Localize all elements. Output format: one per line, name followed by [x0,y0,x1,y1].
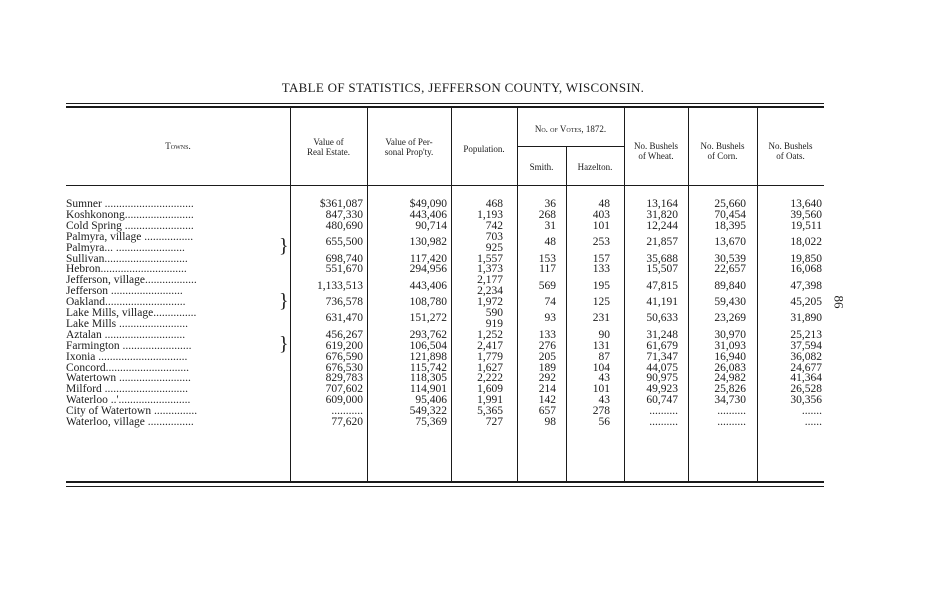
cell-pop: 2,222 [477,372,503,385]
cell-wheat: 47,815 [646,279,678,292]
top-double-rule-b [66,106,824,108]
cell-pers: $49,090 [409,198,447,210]
town-name: Palmyra, village ................. [66,230,194,243]
cell-pop: 919 [485,317,503,330]
cell-hazel: 48 [598,198,610,210]
cell-smith: 657 [538,405,556,418]
cell-hazel: 104 [592,361,610,374]
cell-real: 77,620 [331,416,363,428]
cell-oats: 19,850 [790,252,822,265]
cell-pers: 115,742 [410,361,447,374]
cell-smith: 205 [538,350,556,363]
cell-wheat: 21,857 [646,236,678,249]
town-name: Aztalan ............................ [66,328,186,341]
cell-smith: 292 [538,372,556,385]
cell-pop: 1,779 [477,350,503,363]
cell-wheat: 12,244 [646,219,678,232]
cell-oats: 36,082 [790,350,822,363]
cell-pers: 95,406 [415,394,447,407]
cell-corn: 59,430 [714,296,746,309]
cell-pers: 549,322 [409,405,447,418]
bottom-double-rule-b [66,486,824,487]
page-title: TABLE OF STATISTICS, JEFFERSON COUNTY, WISCONSIN. [281,80,645,95]
cell-pop: 925 [485,241,503,254]
cell-oats: 19,511 [790,219,822,232]
cell-hazel: 125 [592,296,610,309]
col-sep-2 [367,108,368,481]
cell-real: 676,530 [325,361,363,374]
cell-wheat: 60,747 [646,394,678,407]
town-name: City of Watertown ............... [66,405,198,418]
cell-pop: 742 [485,219,503,232]
cell-pers: 151,272 [409,312,447,325]
header-oats: No. Bushels of Oats. [768,141,813,161]
cell-corn: .......... [717,405,746,418]
cell-wheat: 41,191 [646,296,678,309]
town-name: Waterloo ..'......................... [66,394,191,407]
cell-hazel: 133 [592,263,610,276]
cell-real: 707,602 [325,383,363,396]
header-wheat: No. Bushels of Wheat. [633,141,678,161]
cell-wheat: 50,633 [646,312,678,325]
cell-wheat: 71,347 [646,350,678,363]
cell-smith: 214 [538,383,556,396]
col-sep-3 [451,108,452,481]
town-name: Sumner ............................... [66,198,194,210]
cell-pop: 468 [485,198,503,210]
cell-smith: 268 [538,208,556,221]
cell-smith: 153 [538,252,556,265]
cell-pop: 1,373 [477,263,503,276]
cell-hazel: 157 [592,252,610,265]
cell-wheat: 15,507 [646,263,678,276]
cell-pers: 108,780 [409,296,447,309]
cell-real: 619,200 [325,339,363,352]
cell-hazel: 278 [592,405,610,418]
cell-real: 698,740 [325,252,363,265]
cell-smith: 276 [538,339,556,352]
cell-hazel: 101 [592,383,610,396]
cell-hazel: 43 [598,372,610,385]
cell-wheat: .......... [649,405,678,418]
cell-corn: 18,395 [714,219,746,232]
cell-smith: 98 [544,416,556,428]
cell-smith: 48 [544,236,556,249]
cell-oats: ...... [804,416,822,428]
cell-wheat: 13,164 [646,198,678,210]
cell-corn: 24,982 [714,372,746,385]
cell-smith: 74 [544,296,556,309]
cell-smith: 36 [544,198,556,210]
header-votes-1872: No. of Votes, 1872. [534,124,607,134]
brace-jefferson: } [279,290,289,312]
cell-wheat: 61,679 [646,339,678,352]
cell-pop: 590 [485,307,503,319]
brace-lake-mills: } [279,333,289,355]
cell-smith: 133 [538,328,556,341]
cell-oats: 39,560 [790,208,822,221]
cell-corn: 22,657 [714,263,746,276]
town-name: Milford ............................. [66,383,189,396]
cell-real: 1,133,513 [317,279,363,292]
cell-pop: 1,972 [477,296,503,309]
cell-wheat: 90,975 [646,372,678,385]
cell-oats: 25,213 [790,328,822,341]
cell-corn: 34,730 [714,394,746,407]
town-name: Waterloo, village ................ [66,416,194,428]
cell-hazel: 403 [592,208,610,221]
votes-subheader-rule [517,146,624,147]
cell-oats: 13,640 [790,198,822,210]
cell-smith: 93 [544,312,556,325]
brace-palmyra: } [279,235,289,257]
cell-oats: 41,364 [790,372,822,385]
cell-pers: 294,956 [409,263,447,276]
col-sep-5 [566,146,567,481]
cell-pers: 106,504 [409,339,447,352]
cell-real: 676,590 [325,350,363,363]
cell-oats: 45,205 [790,296,822,309]
cell-pers: 75,369 [415,416,447,428]
town-name: Lake Mills ........................ [66,317,189,330]
cell-hazel: 43 [598,394,610,407]
town-name: Palmyra... ........................ [66,241,185,254]
cell-hazel: 56 [598,416,610,428]
cell-real: 829,783 [325,372,363,385]
cell-corn: 25,660 [714,198,746,210]
cell-oats: 37,594 [790,339,822,352]
cell-pers: 118,305 [410,372,447,385]
cell-hazel: 195 [592,279,610,292]
cell-corn: 26,083 [714,361,746,374]
header-hazelton: Hazelton. [577,162,613,172]
cell-real: 736,578 [325,296,363,309]
cell-real: ........... [331,405,363,418]
cell-pers: 443,406 [409,279,447,292]
cell-corn: 30,539 [714,252,746,265]
header-smith: Smith. [529,162,554,172]
cell-real: 847,330 [325,208,363,221]
cell-oats: 18,022 [790,236,822,249]
cell-corn: 23,269 [714,312,746,325]
cell-corn: 31,093 [714,339,746,352]
cell-real: 655,500 [325,236,363,249]
header-population: Population. [463,144,505,154]
page-number: 86 [831,295,847,309]
cell-oats: 24,677 [790,361,822,374]
cell-pop: 2,177 [477,274,503,287]
town-name: Lake Mills, village............... [66,307,197,319]
cell-corn: 16,940 [714,350,746,363]
cell-pers: 90,714 [415,219,447,232]
town-name: Concord............................. [66,361,189,374]
cell-pers: 293,762 [409,328,447,341]
town-name: Watertown ......................... [66,372,191,385]
cell-pop: 1,193 [477,208,503,221]
cell-smith: 31 [544,219,556,232]
cell-wheat: 31,248 [646,328,678,341]
top-double-rule-a [66,103,824,104]
town-name: Ixonia ............................... [66,350,188,363]
cell-pop: 5,365 [477,405,503,418]
cell-hazel: 87 [598,350,610,363]
cell-pop: 2,417 [477,339,503,352]
cell-corn: .......... [717,416,746,428]
header-bottom-rule [66,185,824,186]
cell-real: 551,670 [325,263,363,276]
cell-hazel: 90 [598,328,610,341]
cell-wheat: 35,688 [646,252,678,265]
cell-smith: 189 [538,361,556,374]
cell-wheat: 44,075 [646,361,678,374]
town-name: Sullivan............................. [66,252,188,265]
cell-oats: 16,068 [790,263,822,276]
col-sep-7 [688,108,689,481]
town-name: Hebron.............................. [66,263,187,276]
town-name: Jefferson ......................... [66,285,183,298]
town-name: Farmington ........................ [66,339,192,352]
cell-wheat: 49,923 [646,383,678,396]
cell-oats: 26,528 [790,383,822,396]
cell-real: 480,690 [325,219,363,232]
bottom-double-rule-a [66,481,824,483]
cell-real: 609,000 [325,394,363,407]
cell-oats: 47,398 [790,279,822,292]
cell-oats: 30,356 [790,394,822,407]
col-sep-1 [290,108,291,481]
cell-corn: 89,840 [714,279,746,292]
cell-corn: 70,454 [714,208,746,221]
cell-pop: 727 [485,416,503,428]
cell-hazel: 231 [592,312,610,325]
cell-real: $361,087 [319,198,363,210]
cell-hazel: 101 [592,219,610,232]
cell-pop: 1,627 [477,361,503,374]
cell-pers: 130,982 [409,236,447,249]
cell-real: 631,470 [325,312,363,325]
cell-pop: 2,234 [477,285,503,298]
header-corn: No. Bushels of Corn. [700,141,745,161]
cell-pop: 1,991 [477,394,503,407]
header-personal-property: Value of Per- sonal Prop'ty. [384,137,434,157]
cell-smith: 142 [538,394,556,407]
town-name: Oakland............................ [66,296,186,309]
col-sep-6 [624,108,625,481]
cell-oats: ....... [801,405,822,418]
cell-pers: 121,898 [409,350,447,363]
cell-real: 456,267 [325,328,363,341]
town-name: Koshkonong........................ [66,208,194,221]
cell-pop: 703 [485,230,503,243]
cell-pers: 117,420 [410,252,447,265]
cell-corn: 25,826 [714,383,746,396]
cell-wheat: 31,820 [646,208,678,221]
cell-corn: 30,970 [714,328,746,341]
cell-pop: 1,557 [477,252,503,265]
cell-corn: 13,670 [714,236,746,249]
cell-pop: 1,252 [477,328,503,341]
header-towns: Towns. [165,141,191,151]
cell-smith: 569 [538,279,556,292]
cell-smith: 117 [539,263,556,276]
cell-wheat: .......... [649,416,678,428]
cell-hazel: 253 [592,236,610,249]
town-name: Cold Spring ........................ [66,219,194,232]
cell-pop: 1,609 [477,383,503,396]
town-name: Jefferson, village.................. [66,274,197,287]
cell-hazel: 131 [592,339,610,352]
col-sep-8 [757,108,758,481]
cell-pers: 443,406 [409,208,447,221]
header-real-estate: Value of Real Estate. [307,137,350,157]
cell-oats: 31,890 [790,312,822,325]
cell-pers: 114,901 [410,383,447,396]
